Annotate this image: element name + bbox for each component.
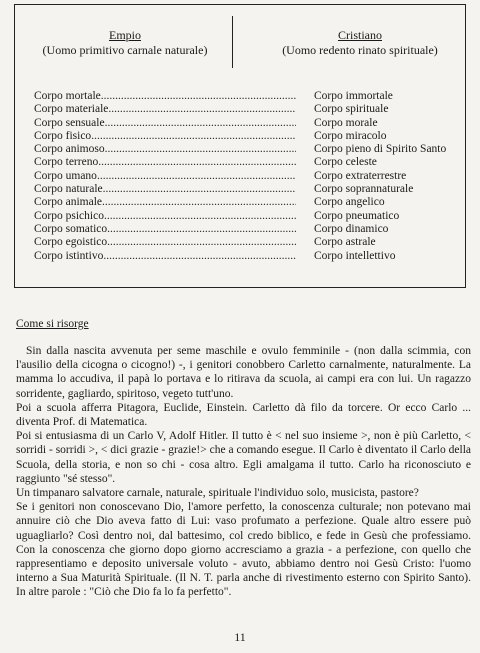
right-cell: Corpo astrale — [314, 236, 376, 249]
column-divider — [232, 16, 233, 68]
left-column-title: Empio — [109, 28, 141, 42]
table-row — [34, 236, 454, 249]
left-cell: Corpo egoistico ..... — [34, 236, 296, 249]
right-column-title: Cristiano — [338, 28, 382, 42]
page-number: 11 — [234, 630, 246, 644]
right-cell: Corpo dinamico — [314, 222, 389, 235]
left-cell: Corpo animale ..... — [34, 196, 296, 209]
right-cell: Corpo immortale — [314, 90, 393, 102]
left-cell: Corpo istintivo ..... — [34, 250, 296, 263]
table-row — [34, 223, 454, 236]
right-cell: Corpo pneumatico — [314, 209, 400, 222]
left-cell: Corpo umano ..... — [34, 170, 296, 183]
left-column-subtitle: (Uomo primitivo carnale naturale) — [42, 43, 208, 57]
table-row — [34, 250, 454, 263]
right-cell: Corpo pieno di Spirito Santo — [314, 143, 447, 156]
table-row — [34, 170, 454, 183]
left-cell: Corpo mortale ..... — [34, 90, 296, 103]
paragraph: Se i genitori non conoscevano Dio, l'amore perfetto, la conoscenza culturale; non potevano mai annuire ciò che Dio aveva fatto di Lui: vaso profumato a perfezione. Quale altro essere può uguagliarlo? Così dentro noi, dal battesimo, col credo biblico, e fede in Gesù che professiamo. Con la conoscenza che giorno dopo giorno accresciamo a grazia - a perfezione, con quello che rappresentiamo e deposito universale voluto - avuto, abbiamo dentro noi Gesù Cristo: l'uomo interno a Sua Maturità Spirituale. (Il N. T. parla anche di rivestimento esterno con Spirito Santo). In altre parole : "Ciò che Dio fa lo fa perfetto". — [16, 501, 471, 599]
table-row — [34, 183, 454, 196]
right-cell: Corpo angelico — [314, 196, 385, 209]
paragraph: Sin dalla nascita avvenuta per seme maschile e ovulo femminile - (non dalla scimmia, con l'ausilio della cicogna o cicogno!) -, i genitori conobbero Carletto carnalmente, naturalmente. La mamma lo accudiva, il papà lo portava e lo ritirava da scuola, ai campi era con lui. Un ragazzo sorridente, gagliardo, spiritoso, vegeto tutt'uno. — [16, 345, 471, 400]
table-row — [34, 103, 454, 116]
table-row — [34, 210, 454, 223]
right-cell: Corpo extraterrestre — [314, 169, 407, 182]
paragraph: Un timpanaro salvatore carnale, naturale, spirituale l'individuo solo, musicista, pastore? — [16, 487, 419, 500]
right-column-subtitle: (Uomo redento rinato spirituale) — [282, 43, 438, 57]
body-text — [16, 344, 471, 600]
paragraph: Poi a scuola afferra Pitagora, Euclide, Einstein. Carletto dà filo da torcere. Or ecco Carlo ... diventa Prof. di Matematica. — [16, 401, 471, 429]
left-cell: Corpo psichico ..... — [34, 210, 296, 223]
left-cell: Corpo fisico ..... — [34, 130, 296, 143]
table-row — [34, 130, 454, 143]
left-cell: Corpo animoso ..... — [34, 143, 296, 156]
left-cell: Corpo somatico ..... — [34, 223, 296, 236]
left-cell: Corpo materiale ..... — [34, 103, 296, 116]
paragraph: Poi si entusiasma di un Carlo V, Adolf Hitler. Il tutto è < nel suo insieme >, non è più Carletto, < sorridi - sorridi >, < dici grazie - grazie!> che a comando esegue. Il Carlo è diventato il Carlo della Scuola, della storia, e non so chi - cosa altro. Egli amalgama il tutto. Carlo ha riconosciuto e raggiunto "sé stesso". — [16, 430, 471, 485]
right-cell: Corpo morale — [314, 116, 378, 129]
table-row — [34, 196, 454, 209]
section-title: Come si risorge — [16, 318, 89, 330]
right-cell: Corpo intellettivo — [314, 249, 396, 262]
right-cell: Corpo miracolo — [314, 129, 387, 142]
right-cell: Corpo soprannaturale — [314, 183, 414, 196]
table-row — [34, 90, 454, 103]
right-column-header — [270, 28, 450, 58]
right-cell: Corpo celeste — [314, 156, 377, 169]
left-column-header — [30, 28, 220, 58]
left-cell: Corpo naturale ..... — [34, 183, 296, 196]
left-cell: Corpo sensuale ..... — [34, 117, 296, 130]
table-row — [34, 156, 454, 169]
table-row — [34, 117, 454, 130]
right-cell: Corpo spirituale — [314, 103, 389, 116]
left-cell: Corpo terreno ..... — [34, 156, 296, 169]
table-rows — [34, 90, 454, 263]
table-row — [34, 143, 454, 156]
